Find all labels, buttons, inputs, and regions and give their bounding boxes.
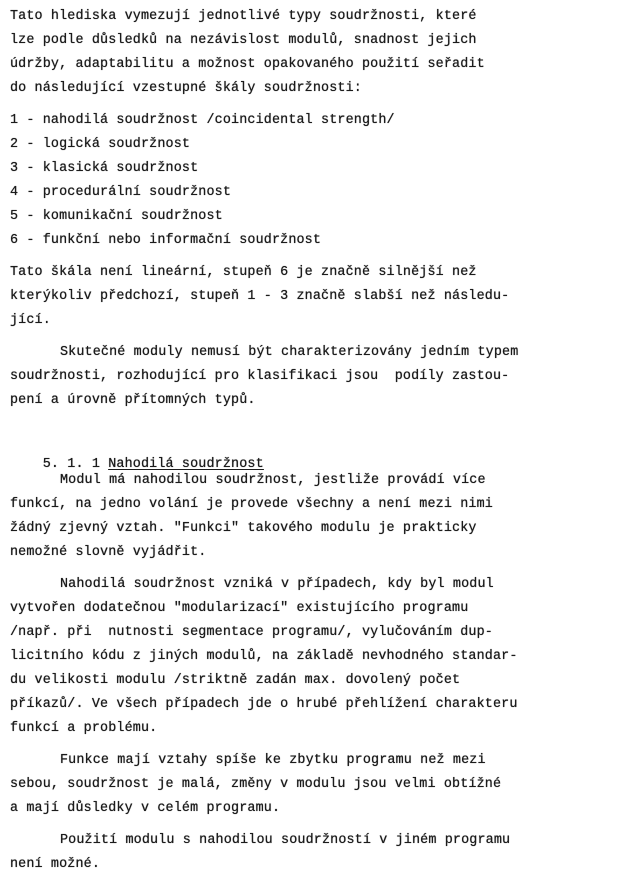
text-line: žádný zjevný vztah. "Funkci" takového modulu je prakticky [10,521,477,536]
text-line: soudržnosti, rozhodující pro klasifikaci jsou podíly zastou- [10,369,510,384]
text-line: sebou, soudržnost je malá, změny v modulu jsou velmi obtížné [10,777,502,792]
text-line: pení a úrovně přítomných typů. [10,393,256,408]
scale-item: 1 - nahodilá soudržnost /coincidental strength/ [10,113,395,128]
text-line: Tato hlediska vymezují jednotlivé typy soudržnosti, které [10,9,477,24]
text-line: lze podle důsledků na nezávislost modulů, snadnost jejich [10,33,477,48]
scale-item: 2 - logická soudržnost [10,137,191,152]
text-line: příkazů/. Ve všech případech jde o hrubé přehlížení charakteru [10,697,518,712]
text-line: licitního kódu z jiných modulů, na základě nevhodného standar- [10,649,518,664]
text-line: kterýkoliv předchozí, stupeň 1 - 3 značně slabší než následu- [10,289,510,304]
text-line: jící. [10,313,51,328]
text-line: funkcí a problému. [10,721,158,736]
text-line: Funkce mají vztahy spíše ke zbytku programu než mezi [60,753,486,768]
text-line: Skutečné moduly nemusí být charakterizovány jedním typem [60,345,519,360]
text-line: a mají důsledky v celém programu. [10,801,281,816]
text-line: vytvořen dodatečnou "modularizací" existujícího programu [10,601,469,616]
section-number: 5. 1. 1 [42,457,101,472]
scale-item: 5 - komunikační soudržnost [10,209,223,224]
text-line: údržby, adaptabilitu a možnost opakovaného použití seřadit [10,57,485,72]
text-line: Modul má nahodilou soudržnost, jestliže provádí více [60,473,486,488]
text-line: funkcí, na jedno volání je provede všechny a není mezi nimi [10,497,493,512]
text-line: Nahodilá soudržnost vzniká v případech, kdy byl modul [60,577,494,592]
text-line: Tato škála není lineární, stupeň 6 je značně silnější než [10,265,477,280]
scale-item: 4 - procedurální soudržnost [10,185,232,200]
text-line: /např. při nutnosti segmentace programu/, vylučováním dup- [10,625,493,640]
scale-item: 6 - funkční nebo informační soudržnost [10,233,322,248]
section-title: Nahodilá soudržnost [108,457,264,472]
text-line: není možné. [10,857,101,872]
text-line: nemožné slovně vyjádřit. [10,545,207,560]
text-line: Použití modulu s nahodilou soudržností v jiném programu [60,833,511,848]
text-line: do následující vzestupné škály soudržnosti: [10,81,362,96]
scale-item: 3 - klasická soudržnost [10,161,199,176]
text-line: du velikosti modulu /striktně zadán max. dovolený počet [10,673,461,688]
